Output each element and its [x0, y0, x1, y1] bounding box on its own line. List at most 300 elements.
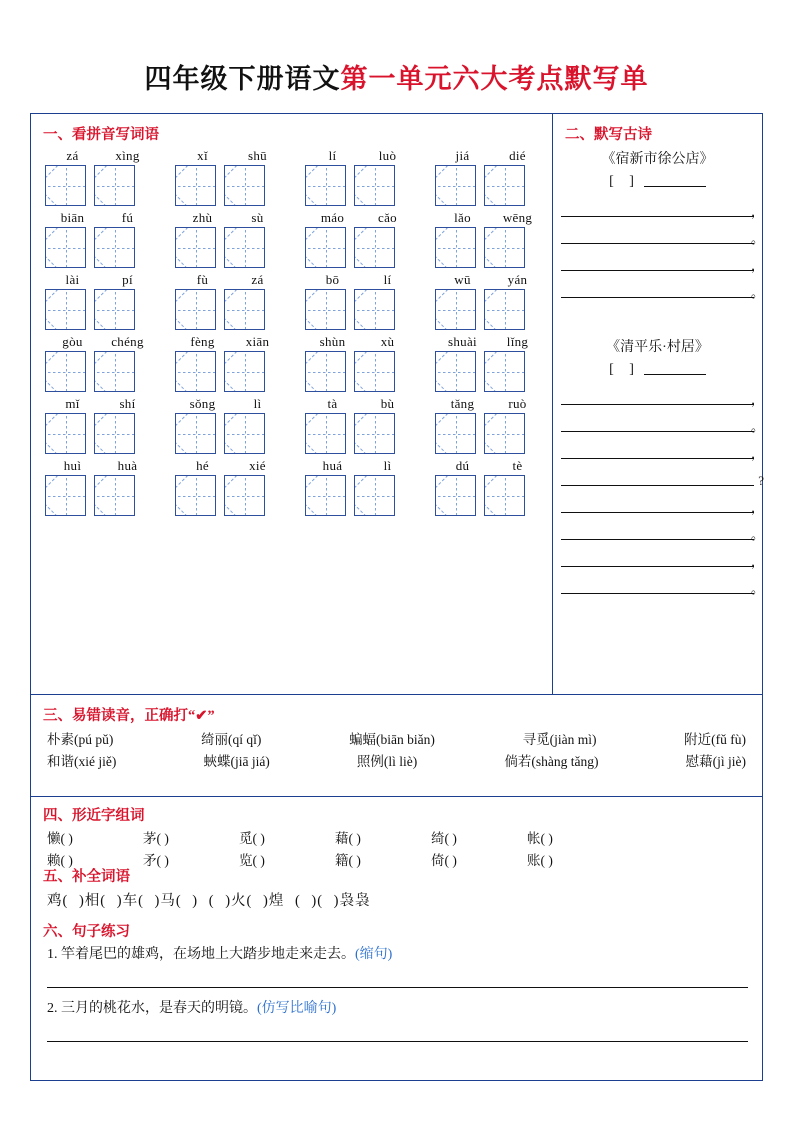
writing-boxes[interactable]: [175, 413, 285, 454]
pinyin-syllable: hé: [196, 458, 209, 473]
pinyin-syllable: cǎo: [378, 210, 397, 225]
writing-boxes[interactable]: [45, 227, 155, 268]
writing-box[interactable]: [305, 351, 346, 392]
writing-boxes[interactable]: [435, 351, 545, 392]
pinyin-syllable: huà: [117, 458, 138, 473]
pinyin-syllable: fèng: [190, 334, 215, 349]
pronunciation-item[interactable]: 绮丽(qí qǐ): [201, 732, 262, 747]
writing-box[interactable]: [484, 227, 525, 268]
grid-diagonals: [225, 228, 264, 267]
pinyin-syllable: wū: [454, 272, 471, 287]
pronunciation-item[interactable]: 朴素(pú pǔ): [47, 732, 114, 747]
grid-diagonals: [355, 476, 394, 515]
pinyin-syllable: ruò: [508, 396, 527, 411]
pinyin-group: [175, 334, 285, 392]
pinyin-syllable: zhù: [192, 210, 213, 225]
pinyin-syllable: tè: [512, 458, 523, 473]
grid-diagonals: [306, 352, 345, 391]
writing-boxes[interactable]: [175, 475, 285, 516]
section-pinyin-write-words: [31, 114, 552, 694]
pinyin-group: [305, 396, 415, 454]
pinyin-labels: [435, 334, 545, 351]
similar-char-row: [31, 828, 762, 850]
grid-diagonals: [46, 166, 85, 205]
pinyin-labels: [45, 272, 155, 289]
pinyin-labels: [45, 148, 155, 165]
writing-box[interactable]: [305, 475, 346, 516]
page-title: [0, 0, 793, 104]
pinyin-syllable: shuài: [448, 334, 477, 349]
writing-box[interactable]: [354, 413, 395, 454]
poem-write-line[interactable]: [561, 569, 764, 596]
pinyin-syllable: shū: [248, 148, 267, 163]
writing-box[interactable]: [354, 227, 395, 268]
pinyin-syllable: lí: [383, 272, 392, 287]
pinyin-syllable: lì: [383, 458, 392, 473]
section5-heading: 五、补全词语: [43, 869, 130, 885]
poem-block-2: [561, 332, 764, 596]
pinyin-row: [45, 210, 545, 268]
writing-box[interactable]: [354, 165, 395, 206]
grid-diagonals: [95, 476, 134, 515]
writing-box[interactable]: [45, 227, 86, 268]
writing-boxes[interactable]: [435, 413, 545, 454]
grid-diagonals: [306, 476, 345, 515]
grid-diagonals: [436, 414, 475, 453]
pinyin-syllable: wēng: [502, 210, 533, 225]
pinyin-labels: [45, 396, 155, 413]
writing-boxes[interactable]: [45, 475, 155, 516]
section-pronunciation: [31, 696, 762, 773]
pinyin-labels: [435, 210, 545, 227]
pinyin-group: [175, 148, 285, 206]
pinyin-syllable: sǒng: [189, 396, 216, 411]
punctuation: ，: [750, 446, 764, 461]
pinyin-row: [45, 458, 545, 516]
grid-diagonals: [95, 290, 134, 329]
pinyin-syllable: biān: [60, 210, 85, 225]
grid-diagonals: [436, 228, 475, 267]
poem-write-line[interactable]: [561, 219, 764, 246]
writing-box[interactable]: [175, 475, 216, 516]
poem-author-bracket: [ ]: [609, 362, 640, 377]
similar-char-item[interactable]: 籍( ): [335, 853, 361, 868]
poem-write-line[interactable]: [561, 461, 764, 488]
pinyin-labels: [305, 148, 415, 165]
grid-diagonals: [46, 352, 85, 391]
pinyin-group: [175, 396, 285, 454]
writing-box[interactable]: [224, 165, 265, 206]
writing-box[interactable]: [435, 289, 476, 330]
poem-author-line[interactable]: [561, 173, 754, 190]
writing-boxes[interactable]: [305, 413, 415, 454]
pinyin-labels: [435, 148, 545, 165]
writing-box[interactable]: [224, 413, 265, 454]
writing-box[interactable]: [94, 165, 135, 206]
writing-box[interactable]: [354, 351, 395, 392]
pinyin-syllable: dú: [455, 458, 470, 473]
pinyin-syllable: tǎng: [450, 396, 475, 411]
sentence-text: 1. 竿着尾巴的雄鸡，在场地上大踏步地走来走去。: [47, 947, 355, 962]
pinyin-group: [175, 272, 285, 330]
grid-diagonals: [95, 352, 134, 391]
pinyin-labels: [175, 210, 285, 227]
section4-heading: 四、形近字组词: [43, 808, 145, 824]
grid-diagonals: [176, 414, 215, 453]
pinyin-group: [45, 148, 155, 206]
writing-box[interactable]: [45, 413, 86, 454]
similar-char-item[interactable]: 藉( ): [335, 831, 361, 846]
punctuation: 。: [750, 581, 764, 596]
pinyin-group: [305, 272, 415, 330]
similar-char-item[interactable]: 账( ): [527, 853, 553, 868]
grid-diagonals: [485, 290, 524, 329]
writing-boxes[interactable]: [45, 289, 155, 330]
pronunciation-item[interactable]: 慰藉(jì jiè): [685, 754, 746, 769]
pinyin-syllable: zá: [66, 148, 79, 163]
writing-box[interactable]: [224, 227, 265, 268]
sentence-text: 2. 三月的桃花水，是春天的明镜。: [47, 1001, 257, 1016]
grid-diagonals: [225, 476, 264, 515]
pinyin-labels: [175, 396, 285, 413]
pinyin-syllable: chéng: [111, 334, 144, 349]
poem-write-line[interactable]: [561, 380, 764, 407]
pinyin-syllable: lǎo: [454, 210, 471, 225]
pinyin-group: [435, 148, 545, 206]
writing-box[interactable]: [435, 165, 476, 206]
writing-boxes[interactable]: [175, 351, 285, 392]
answer-line[interactable]: [47, 1024, 748, 1042]
pinyin-labels: [45, 334, 155, 351]
pinyin-syllable: huì: [63, 458, 82, 473]
pinyin-labels: [175, 148, 285, 165]
pinyin-group: [305, 458, 415, 516]
writing-box[interactable]: [175, 289, 216, 330]
writing-box[interactable]: [175, 413, 216, 454]
poem-write-line[interactable]: [561, 488, 764, 515]
sentence-item: [31, 944, 762, 966]
punctuation: ，: [750, 392, 764, 407]
pinyin-syllable: máo: [320, 210, 345, 225]
writing-box[interactable]: [175, 165, 216, 206]
writing-box[interactable]: [305, 165, 346, 206]
pinyin-group: [45, 396, 155, 454]
writing-box[interactable]: [435, 351, 476, 392]
punctuation: ，: [750, 500, 764, 515]
poem-write-line[interactable]: [561, 246, 764, 273]
section-poem-dictation: [553, 114, 762, 694]
page-title-red: 第一单元六大考点默写单: [340, 64, 649, 94]
pronunciation-item[interactable]: 和谐(xié jiě): [47, 754, 117, 769]
pinyin-syllable: gòu: [62, 334, 83, 349]
pinyin-row: [45, 148, 545, 206]
writing-box[interactable]: [94, 227, 135, 268]
pronunciation-item[interactable]: 蛺蝶(jiā jiá): [203, 754, 270, 769]
grid-diagonals: [306, 166, 345, 205]
grid-diagonals: [355, 228, 394, 267]
grid-diagonals: [355, 166, 394, 205]
poem-write-line[interactable]: [561, 407, 764, 434]
writing-boxes[interactable]: [175, 165, 285, 206]
writing-box[interactable]: [484, 475, 525, 516]
pinyin-syllable: yán: [507, 272, 528, 287]
section-complete-words: [31, 859, 762, 913]
writing-box[interactable]: [224, 351, 265, 392]
similar-char-item[interactable]: 矛( ): [143, 853, 169, 868]
writing-boxes[interactable]: [305, 227, 415, 268]
pronunciation-item[interactable]: 寻觅(jiàn mì): [522, 732, 597, 747]
grid-diagonals: [225, 352, 264, 391]
writing-boxes[interactable]: [175, 289, 285, 330]
grid-diagonals: [485, 352, 524, 391]
pinyin-syllable: lài: [65, 272, 80, 287]
grid-diagonals: [176, 228, 215, 267]
grid-diagonals: [176, 352, 215, 391]
pinyin-syllable: fù: [196, 272, 209, 287]
pronunciation-item[interactable]: 蝙蝠(biān biǎn): [349, 732, 435, 747]
pinyin-syllable: fú: [121, 210, 134, 225]
sentence-item: [31, 998, 762, 1020]
writing-boxes[interactable]: [435, 475, 545, 516]
writing-boxes[interactable]: [435, 289, 545, 330]
punctuation: 。: [750, 231, 764, 246]
writing-boxes[interactable]: [305, 475, 415, 516]
poem-title: 《宿新市徐公店》: [601, 152, 714, 167]
writing-boxes[interactable]: [305, 165, 415, 206]
writing-box[interactable]: [305, 227, 346, 268]
similar-char-item[interactable]: 览( ): [239, 853, 265, 868]
pinyin-rows: [45, 148, 545, 520]
grid-diagonals: [95, 228, 134, 267]
pinyin-syllable: bō: [325, 272, 340, 287]
writing-boxes[interactable]: [305, 289, 415, 330]
pinyin-group: [175, 458, 285, 516]
similar-char-item[interactable]: 茅( ): [143, 831, 169, 846]
pinyin-labels: [305, 458, 415, 475]
poem-title: 《清平乐·村居》: [606, 340, 709, 355]
pinyin-group: [45, 334, 155, 392]
pinyin-syllable: tà: [327, 396, 338, 411]
pinyin-group: [435, 210, 545, 268]
pronunciation-row: [31, 729, 762, 751]
similar-char-item[interactable]: 懒( ): [47, 831, 73, 846]
writing-box[interactable]: [305, 413, 346, 454]
similar-char-item[interactable]: 觅( ): [239, 831, 265, 846]
pinyin-labels: [45, 458, 155, 475]
writing-box[interactable]: [94, 475, 135, 516]
pinyin-group: [305, 334, 415, 392]
pinyin-row: [45, 272, 545, 330]
grid-diagonals: [306, 228, 345, 267]
grid-diagonals: [46, 290, 85, 329]
poem-write-line[interactable]: [561, 273, 764, 300]
writing-box[interactable]: [305, 289, 346, 330]
writing-box[interactable]: [175, 227, 216, 268]
grid-diagonals: [46, 476, 85, 515]
pinyin-group: [305, 148, 415, 206]
writing-boxes[interactable]: [435, 165, 545, 206]
pronunciation-item[interactable]: 照例(lì liè): [356, 754, 418, 769]
similar-char-item[interactable]: 倚( ): [431, 853, 457, 868]
pinyin-syllable: sù: [251, 210, 264, 225]
pinyin-group: [45, 272, 155, 330]
writing-boxes[interactable]: [305, 351, 415, 392]
pinyin-labels: [435, 272, 545, 289]
section2-heading: 二、默写古诗: [565, 127, 652, 143]
pinyin-syllable: dié: [509, 148, 526, 163]
pinyin-syllable: xìng: [115, 148, 140, 163]
writing-box[interactable]: [224, 289, 265, 330]
writing-box[interactable]: [354, 475, 395, 516]
pinyin-syllable: huá: [322, 458, 343, 473]
punctuation: ，: [750, 258, 764, 273]
pinyin-labels: [305, 272, 415, 289]
grid-diagonals: [355, 290, 394, 329]
complete-words-line[interactable]: 鸡( )相( )车( )马( ) ( )火( )煌 ( )( )袅袅: [47, 893, 371, 909]
grid-diagonals: [436, 352, 475, 391]
grid-diagonals: [485, 476, 524, 515]
punctuation: 。: [750, 527, 764, 542]
poem-author-blank[interactable]: [644, 361, 706, 375]
grid-diagonals: [355, 352, 394, 391]
pinyin-labels: [305, 396, 415, 413]
answer-line[interactable]: [47, 970, 748, 988]
punctuation: 。: [750, 285, 764, 300]
poem-author-bracket: [ ]: [609, 174, 640, 189]
pinyin-syllable: xù: [380, 334, 395, 349]
pinyin-row: [45, 334, 545, 392]
grid-diagonals: [485, 166, 524, 205]
pinyin-group: [175, 210, 285, 268]
section3-heading: 三、易错读音，正确打“✔”: [43, 708, 215, 724]
grid-diagonals: [95, 414, 134, 453]
pinyin-labels: [45, 210, 155, 227]
grid-diagonals: [95, 166, 134, 205]
pronunciation-item[interactable]: 附近(fǔ fù): [684, 732, 746, 747]
pinyin-syllable: pí: [122, 272, 133, 287]
grid-diagonals: [225, 290, 264, 329]
pinyin-row: [45, 396, 545, 454]
pinyin-labels: [435, 458, 545, 475]
poem-write-line[interactable]: [561, 192, 764, 219]
writing-box[interactable]: [484, 413, 525, 454]
writing-box[interactable]: [354, 289, 395, 330]
grid-diagonals: [485, 228, 524, 267]
grid-diagonals: [176, 476, 215, 515]
pinyin-group: [45, 210, 155, 268]
poem-write-line[interactable]: [561, 542, 764, 569]
grid-diagonals: [176, 166, 215, 205]
writing-box[interactable]: [94, 413, 135, 454]
grid-diagonals: [436, 476, 475, 515]
pinyin-labels: [175, 458, 285, 475]
grid-diagonals: [355, 414, 394, 453]
pinyin-syllable: bù: [380, 396, 395, 411]
writing-box[interactable]: [45, 351, 86, 392]
pinyin-syllable: xǐ: [197, 148, 208, 163]
pinyin-group: [435, 396, 545, 454]
pinyin-syllable: zá: [251, 272, 264, 287]
pinyin-syllable: xié: [249, 458, 266, 473]
writing-box[interactable]: [94, 289, 135, 330]
pinyin-syllable: lǐng: [506, 334, 529, 349]
similar-char-item[interactable]: 赖( ): [47, 853, 73, 868]
poem-write-line[interactable]: [561, 434, 764, 461]
writing-box[interactable]: [435, 227, 476, 268]
writing-box[interactable]: [435, 413, 476, 454]
pinyin-group: [435, 334, 545, 392]
sentence-tag: (仿写比喻句): [257, 1001, 337, 1016]
writing-boxes[interactable]: [45, 413, 155, 454]
pinyin-labels: [175, 334, 285, 351]
pinyin-group: [45, 458, 155, 516]
horizontal-divider-2: [31, 796, 762, 797]
grid-diagonals: [485, 414, 524, 453]
punctuation: ，: [750, 204, 764, 219]
pinyin-group: [435, 458, 545, 516]
pinyin-labels: [175, 272, 285, 289]
pinyin-syllable: lì: [253, 396, 262, 411]
writing-boxes[interactable]: [175, 227, 285, 268]
pinyin-labels: [305, 210, 415, 227]
writing-box[interactable]: [484, 351, 525, 392]
grid-diagonals: [46, 228, 85, 267]
grid-diagonals: [176, 290, 215, 329]
pinyin-syllable: shùn: [319, 334, 346, 349]
writing-box[interactable]: [484, 289, 525, 330]
worksheet-frame: [30, 113, 763, 1081]
writing-boxes[interactable]: [45, 165, 155, 206]
pronunciation-item[interactable]: 倘若(shàng tǎng): [504, 754, 599, 769]
pinyin-syllable: xiān: [245, 334, 270, 349]
writing-box[interactable]: [435, 475, 476, 516]
pinyin-syllable: luò: [378, 148, 397, 163]
poem-author-blank[interactable]: [644, 173, 706, 187]
similar-char-item[interactable]: 帐( ): [527, 831, 553, 846]
writing-box[interactable]: [94, 351, 135, 392]
punctuation: ，: [750, 554, 764, 569]
writing-box[interactable]: [45, 165, 86, 206]
similar-char-item[interactable]: 绮( ): [431, 831, 457, 846]
grid-diagonals: [225, 414, 264, 453]
writing-box[interactable]: [175, 351, 216, 392]
pinyin-syllable: jiá: [455, 148, 470, 163]
grid-diagonals: [436, 166, 475, 205]
pinyin-syllable: mǐ: [65, 396, 80, 411]
pronunciation-row: [31, 751, 762, 773]
pinyin-labels: [305, 334, 415, 351]
grid-diagonals: [46, 414, 85, 453]
writing-box[interactable]: [45, 475, 86, 516]
writing-boxes[interactable]: [435, 227, 545, 268]
section-sentence-practice: [31, 914, 762, 1042]
punctuation: 。: [750, 419, 764, 434]
pinyin-group: [435, 272, 545, 330]
poem-write-line[interactable]: [561, 515, 764, 542]
poem-author-line[interactable]: [561, 361, 754, 378]
grid-diagonals: [306, 290, 345, 329]
grid-diagonals: [436, 290, 475, 329]
pinyin-syllable: lí: [328, 148, 337, 163]
sentence-tag: (缩句): [355, 947, 393, 962]
pinyin-syllable: shí: [119, 396, 136, 411]
writing-box[interactable]: [484, 165, 525, 206]
page-title-plain: 四年级下册语文: [144, 64, 341, 94]
writing-box[interactable]: [45, 289, 86, 330]
grid-diagonals: [225, 166, 264, 205]
writing-box[interactable]: [224, 475, 265, 516]
writing-boxes[interactable]: [45, 351, 155, 392]
